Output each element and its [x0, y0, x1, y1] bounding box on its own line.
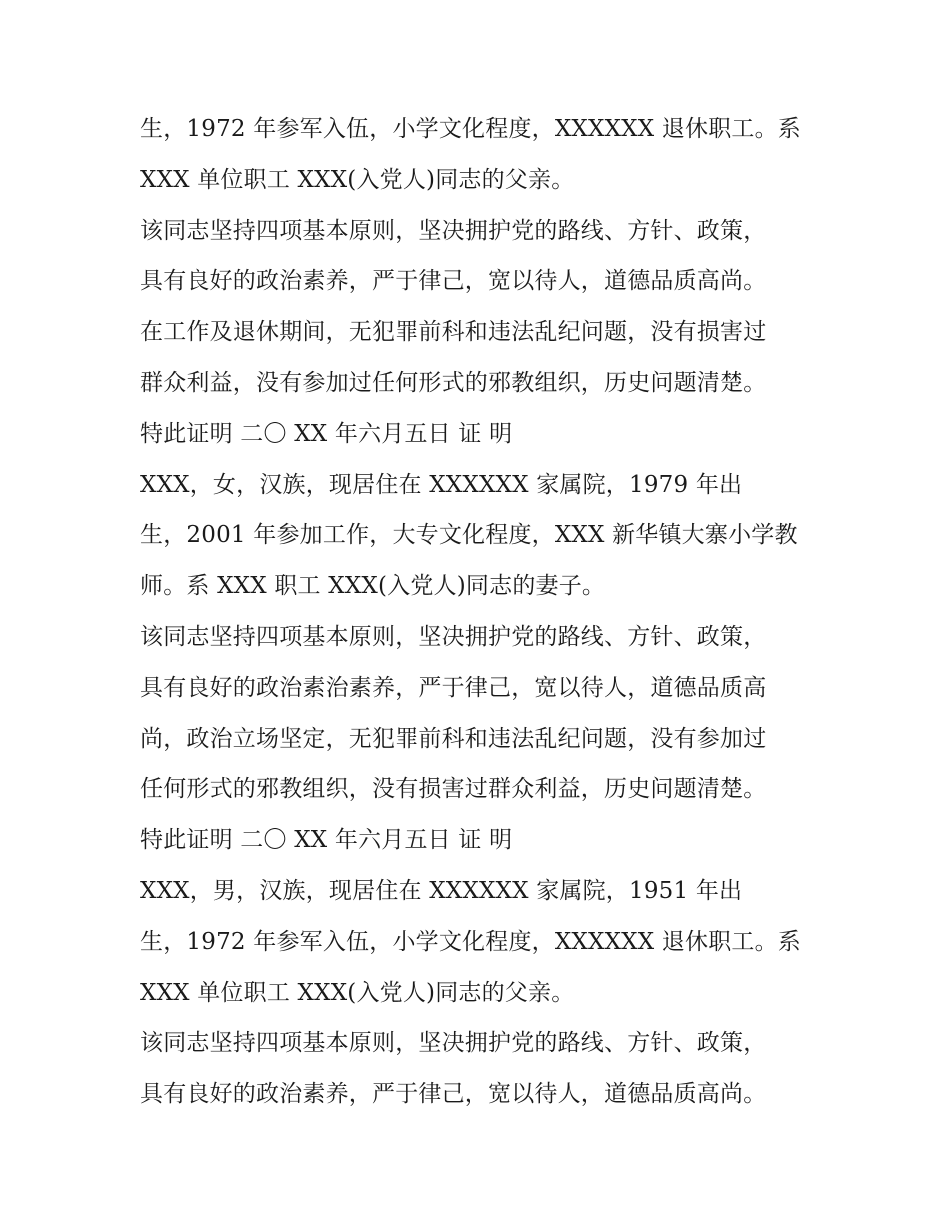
- text-line: 群众利益，没有参加过任何形式的邪教组织，历史问题清楚。: [140, 369, 767, 396]
- text-line: XXX 单位职工 XXX(入党人)同志的父亲。: [140, 979, 575, 1006]
- text-line: 具有良好的政治素治素养，严于律己，宽以待人，道德品质高: [140, 674, 767, 701]
- certification-line: 特此证明 二〇 XX 年六月五日 证 明: [140, 827, 513, 854]
- text-line: 任何形式的邪教组织，没有损害过群众利益，历史问题清楚。: [140, 776, 767, 803]
- text-line: 生，2001 年参加工作，大专文化程度，XXX 新华镇大寨小学教: [140, 522, 798, 549]
- text-line: 师。系 XXX 职工 XXX(入党人)同志的妻子。: [140, 573, 606, 600]
- text-line: 尚，政治立场坚定，无犯罪前科和违法乱纪问题，没有参加过: [140, 725, 767, 752]
- text-line: XXX，女，汉族，现居住在 XXXXXX 家属院，1979 年出: [140, 471, 743, 498]
- text-line: 生，1972 年参军入伍，小学文化程度，XXXXXX 退休职工。系: [140, 928, 801, 955]
- text-line: 在工作及退休期间，无犯罪前科和违法乱纪问题，没有损害过: [140, 319, 767, 346]
- text-line: XXX，男，汉族，现居住在 XXXXXX 家属院，1951 年出: [140, 877, 743, 904]
- text-line: 该同志坚持四项基本原则，坚决拥护党的路线、方针、政策，: [140, 217, 767, 244]
- document-body: [140, 104, 830, 1120]
- text-line: 具有良好的政治素养，严于律己，宽以待人，道德品质高尚。: [140, 268, 767, 295]
- text-line: 具有良好的政治素养，严于律己，宽以待人，道德品质高尚。: [140, 1081, 767, 1108]
- text-line: 生，1972 年参军入伍，小学文化程度，XXXXXX 退休职工。系: [140, 116, 801, 142]
- text-line: 该同志坚持四项基本原则，坚决拥护党的路线、方针、政策，: [140, 623, 767, 650]
- text-line: 该同志坚持四项基本原则，坚决拥护党的路线、方针、政策，: [140, 1030, 767, 1057]
- text-line: XXX 单位职工 XXX(入党人)同志的父亲。: [140, 166, 575, 193]
- certification-line: 特此证明 二〇 XX 年六月五日 证 明: [140, 420, 513, 447]
